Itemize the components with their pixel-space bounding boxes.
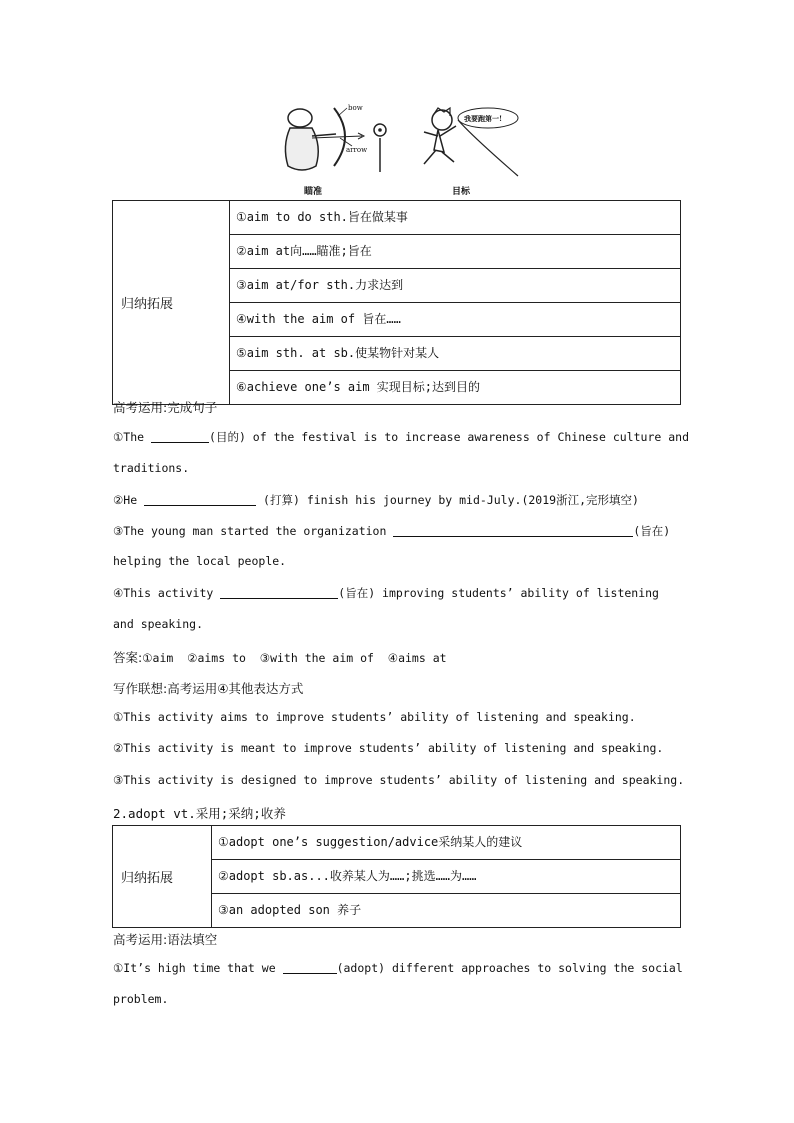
writing-line: ①This activity aims to improve students’ ability of listening and speaking. [113, 710, 636, 724]
question-text: ④This activity [113, 586, 214, 600]
table-row: ⑤aim sth. at sb.使某物针对某人 [230, 337, 681, 371]
question-4 [113, 585, 659, 601]
table-header: 归纳拓展 [113, 826, 212, 928]
question-text: ①It’s high time that we [113, 961, 276, 975]
arrow-label: arrow [346, 146, 368, 154]
writing-line: ②This activity is meant to improve students’ ability of listening and speaking. [113, 741, 664, 755]
entry-headword: 2.adopt vt.采用;采纳;收养 [113, 806, 286, 821]
archer-illustration [272, 96, 522, 196]
question-2 [113, 492, 639, 508]
speech-bubble-text: 我要跑第一! [464, 114, 503, 123]
writing-line: ③This activity is designed to improve students’ ability of listening and speaking. [113, 773, 685, 787]
table-header: 归纳拓展 [113, 201, 230, 405]
question-text: (旨在) improving students’ ability of listening [338, 586, 659, 600]
caption-target: 目标 [452, 187, 471, 197]
table-row: ⑥achieve one’s aim 实现目标;达到目的 [230, 371, 681, 405]
table-row: ①aim to do sth.旨在做某事 [230, 201, 681, 235]
question-1 [113, 429, 689, 445]
exercise-title: 高考运用:完成句子 [113, 400, 218, 415]
table-row: ④with the aim of 旨在…… [230, 303, 681, 337]
question-text: ②He [113, 493, 138, 507]
aim-expansion-table [112, 200, 681, 405]
question-4-cont: and speaking. [113, 617, 204, 631]
question-text: (旨在) [633, 524, 671, 538]
answer-blank[interactable] [220, 586, 338, 599]
table-row: ③an adopted son 养子 [212, 894, 681, 928]
answer-blank[interactable] [393, 524, 633, 537]
table-row: ②aim at向……瞄准;旨在 [230, 235, 681, 269]
writing-title: 写作联想:高考运用④其他表达方式 [113, 681, 304, 696]
bow-label: bow [348, 104, 363, 112]
question-3-cont: helping the local people. [113, 554, 287, 568]
question-text: ①The [113, 430, 145, 444]
answer-line [113, 648, 447, 666]
question-3 [113, 523, 670, 539]
answer-blank[interactable] [283, 961, 337, 974]
table-row: ①adopt one’s suggestion/advice采纳某人的建议 [212, 826, 681, 860]
table-row: ③aim at/for sth.力求达到 [230, 269, 681, 303]
question-1-cont: problem. [113, 992, 169, 1006]
answer-values: ①aim ②aims to ③with the aim of ④aims at [142, 651, 447, 665]
answer-label: 答案: [113, 650, 143, 665]
caption-aim: 瞄准 [304, 187, 323, 197]
question-text: ③The young man started the organization [113, 524, 387, 538]
adopt-expansion-table [112, 825, 681, 928]
question-1-cont: traditions. [113, 461, 190, 475]
question-text: (adopt) different approaches to solving the social [336, 961, 683, 975]
question-text: (打算) finish his journey by mid-July.(2019浙江,完形填空) [263, 493, 639, 507]
exercise-title: 高考运用:语法填空 [113, 932, 218, 947]
table-row: ②adopt sb.as...收养某人为……;挑选……为…… [212, 860, 681, 894]
aim-illustration [272, 96, 522, 196]
answer-blank[interactable] [151, 430, 209, 443]
question-1 [113, 961, 683, 975]
answer-blank[interactable] [144, 493, 256, 506]
question-text: (目的) of the festival is to increase awareness of Chinese culture and [209, 430, 689, 444]
